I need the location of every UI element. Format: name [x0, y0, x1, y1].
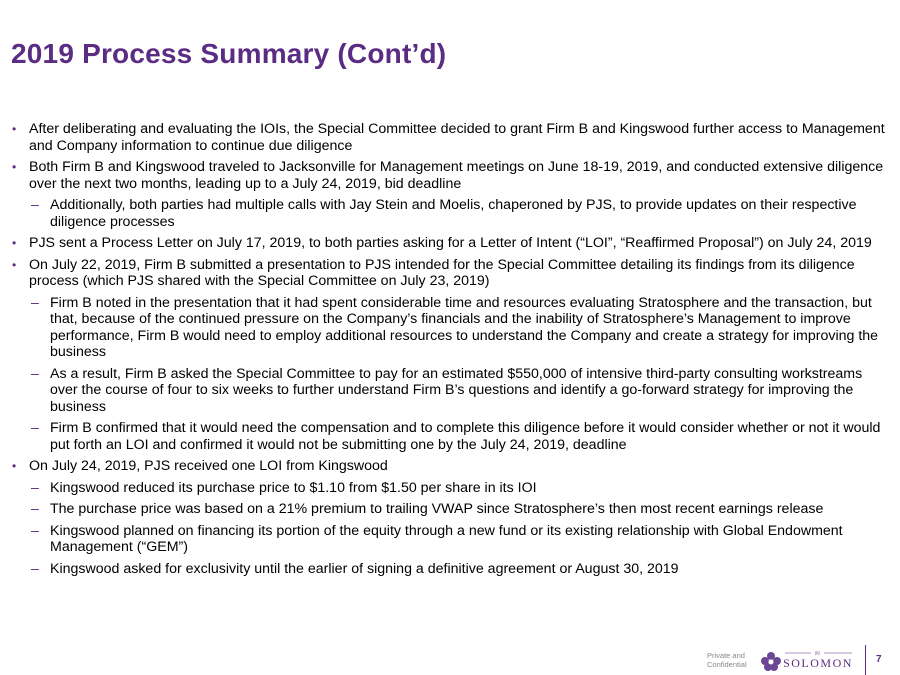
dash-marker: – [31, 522, 39, 539]
sub-bullet-item [11, 523, 891, 556]
footer-divider [865, 645, 866, 675]
dash-marker: – [31, 365, 39, 382]
bullet-text: Firm B confirmed that it would need the compensation and to complete this diligence before it would consider whether or not it would put forth an LOI and confirmed it would not be submitting one by the July 24, 2019, deadline [50, 420, 881, 453]
confidential-line-1: Private and [707, 651, 745, 660]
sub-bullet-item [11, 561, 891, 578]
bullet-text: Kingswood planned on financing its portion of the equity through a new fund or its existing relationship with Global Endowment Management (“GEM”) [50, 522, 843, 555]
bullet-text: After deliberating and evaluating the IOIs, the Special Committee decided to grant Firm B and Kingswood further access to Management and Company information to continue due diligence [29, 121, 885, 154]
bullet-text: Additionally, both parties had multiple calls with Jay Stein and Moelis, chaperoned by PJS, to provide updates on their respective diligence processes [50, 197, 857, 230]
bullet-item [11, 235, 891, 252]
dash-marker: – [31, 501, 39, 517]
dash-marker: – [31, 294, 39, 311]
sub-bullet-item [11, 480, 891, 497]
bullet-item [11, 121, 891, 154]
bullet-marker: • [12, 122, 17, 136]
bullet-text: As a result, Firm B asked the Special Committee to pay for an estimated $550,000 of intensive third-party consulting workstreams over the course of four to six weeks to further understand Firm B’s questions and identify a go-forward strategy for improving the business [50, 365, 863, 415]
bullet-item [11, 257, 891, 290]
flower-icon [761, 652, 781, 671]
pj-solomon-logo [760, 648, 860, 674]
bullet-text: Kingswood reduced its purchase price to $1.10 from $1.50 per share in its IOI [50, 479, 537, 496]
bullet-marker: • [12, 160, 17, 174]
bullet-text: On July 24, 2019, PJS received one LOI from Kingswood [29, 458, 388, 474]
bullet-text: The purchase price was based on a 21% premium to trailing VWAP since Stratosphere’s then most recent earnings release [50, 501, 824, 517]
bullet-marker: • [12, 459, 17, 473]
bullet-text: Firm B noted in the presentation that it had spent considerable time and resources evaluating Stratosphere and the transaction, but that, because of the continued pressure on the Company’s financials and the inability of Stratosphere’s Management to improve performance, Firm B would need to employ additional resources to understand the Company and create a strategy for improving the business [50, 294, 879, 360]
dash-marker: – [31, 197, 39, 213]
page-number: 7 [876, 654, 882, 665]
bullet-text: On July 22, 2019, Firm B submitted a presentation to PJS intended for the Special Committee detailing its findings from its diligence process (which PJS shared with the Special Committee on July 23, 2019) [29, 256, 855, 289]
bullet-text: PJS sent a Process Letter on July 17, 2019, to both parties asking for a Letter of Intent (“LOI”, “Reaffirmed Proposal”) on July 24, 2019 [29, 235, 872, 251]
bullet-list [11, 121, 891, 582]
bullet-text: Both Firm B and Kingswood traveled to Jacksonville for Management meetings on June 18-19, 2019, and conducted extensive diligence over the next two months, leading up to a July 24, 2019, bid deadline [29, 159, 884, 192]
logo-text: SOLOMON [783, 656, 853, 670]
sub-bullet-item [11, 295, 891, 361]
bullet-marker: • [12, 257, 17, 272]
bullet-marker: • [12, 236, 17, 250]
bullet-item [11, 458, 891, 475]
confidential-label [707, 651, 747, 669]
bullet-text: Kingswood asked for exclusivity until the earlier of signing a definitive agreement or August 30, 2019 [50, 560, 679, 577]
sub-bullet-item [11, 197, 891, 230]
sub-bullet-item [11, 366, 891, 416]
page-title: 2019 Process Summary (Cont’d) [11, 38, 447, 69]
dash-marker: – [31, 479, 39, 496]
dash-marker: – [31, 420, 39, 436]
sub-bullet-item [11, 420, 891, 453]
dash-marker: – [31, 560, 39, 577]
bullet-item [11, 159, 891, 192]
sub-bullet-item [11, 501, 891, 518]
confidential-line-2: Confidential [707, 660, 747, 669]
logo-small-text: PJ [815, 652, 820, 657]
